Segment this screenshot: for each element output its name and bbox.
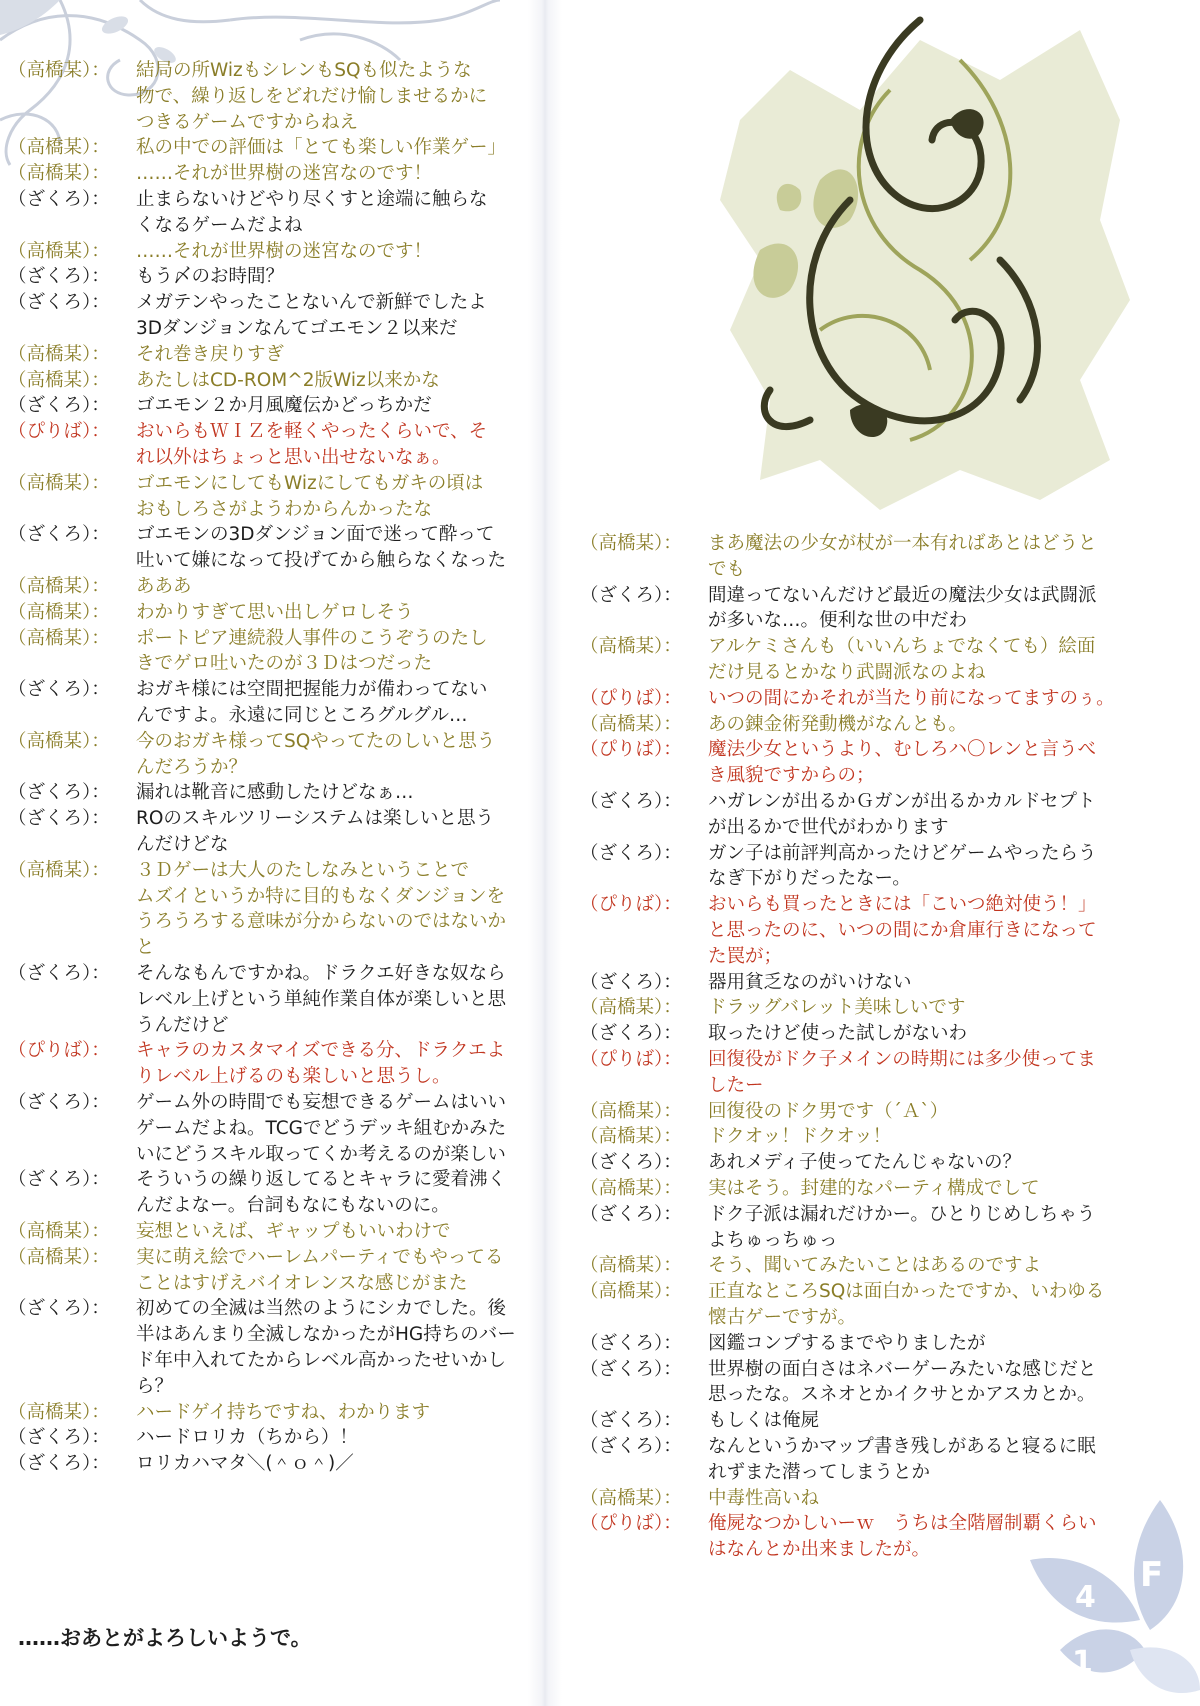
dialogue-text: 図鑑コンプするまでやりましたが: [708, 1332, 986, 1354]
dialogue-text: れ以外はちょっと思い出せないなぁ。: [136, 447, 451, 468]
dialogue-text: うんだけど: [136, 1014, 229, 1036]
dialogue-text: 中毒性高いね: [708, 1487, 820, 1509]
dialogue-text: よちゅっちゅっ: [708, 1229, 838, 1251]
speaker-label: （高橋某）：: [8, 730, 110, 752]
speaker-label: （ざくろ）：: [580, 1152, 682, 1174]
speaker-label: （ぴりば）：: [8, 421, 110, 443]
speaker-label: （高橋某）：: [580, 1100, 682, 1122]
dialogue-text: ハードゲイ持ちですね、わかります: [136, 1401, 431, 1423]
dialogue-line: [8, 1218, 528, 1246]
dialogue-line: [580, 711, 1120, 739]
dialogue-text: あああ: [136, 576, 192, 597]
speaker-label: （高橋某）：: [8, 859, 110, 881]
dialogue-line: [8, 392, 528, 420]
speaker-label: （高橋某）：: [8, 137, 110, 159]
dialogue-line: [580, 633, 1120, 661]
speaker-label: （高橋某）：: [580, 1126, 682, 1148]
page-number: 1: [1072, 1645, 1093, 1680]
dialogue-line: [8, 1399, 528, 1427]
dialogue-line: [580, 1149, 1120, 1177]
dialogue-text: もう〆のお時間？: [136, 266, 285, 288]
dialogue-text: でも: [708, 558, 746, 580]
dialogue-line: [580, 659, 1120, 687]
dialogue-text: 今のおガキ様ってSQやってたのしいと思う: [136, 730, 496, 752]
speaker-label: （ざくろ）：: [580, 971, 682, 993]
speaker-label: （ぴりば）：: [580, 894, 682, 916]
dialogue-text: 漏れは靴音に感動したけどなぁ…: [136, 782, 414, 804]
dialogue-line: [8, 1089, 528, 1117]
dialogue-text: いつの間にかそれが当たり前になってますのぅ。: [708, 687, 1115, 709]
dialogue-text: あれメディ子使ってたんじゃないの？: [708, 1152, 1022, 1174]
speaker-label: （高橋某）：: [8, 1401, 110, 1423]
dialogue-text: くなるゲームだよね: [136, 214, 303, 236]
dialogue-text: 思ったな。スネオとかイクサとかアスカとか。: [708, 1384, 1096, 1406]
dialogue-text: そう、聞いてみたいことはあるのですよ: [708, 1255, 1042, 1277]
dialogue-line: [580, 1407, 1120, 1435]
dialogue-text: おいらも買ったときには「こいつ絶対使う！」: [708, 894, 1097, 916]
page-mark-leaf-icon: [1030, 1500, 1200, 1706]
speaker-label: （高橋某）：: [8, 343, 110, 365]
dialogue-text: 妄想といえば、ギャップもいいわけで: [136, 1221, 451, 1242]
dialogue-line: [8, 1424, 528, 1452]
dialogue-line: [8, 986, 528, 1014]
speaker-label: （高橋某）：: [580, 636, 682, 658]
dialogue-text: なぎ下がりだったなー。: [708, 868, 911, 890]
dialogue-line: [580, 891, 1120, 919]
speaker-label: （高橋某）：: [580, 1487, 682, 1509]
dialogue-line: [8, 754, 528, 782]
dialogue-text: が出るかで世代がわかります: [708, 816, 949, 838]
dialogue-text: それ巻き戻りすぎ: [136, 343, 285, 365]
dialogue-line: [8, 599, 528, 627]
dialogue-text: ことはすげえバイオレンスな感じがまた: [136, 1272, 468, 1294]
dialogue-text: ゴエモン２か月風魔伝かどっちかだ: [136, 395, 432, 417]
dialogue-text: ドラッグバレット美味しいです: [708, 997, 966, 1019]
dialogue-text: ハガレンが出るかＧガンが出るかカルドセプト: [708, 791, 1096, 812]
speaker-label: （ぴりば）：: [580, 687, 682, 709]
dialogue-text: 魔法少女というより、むしろハ〇レンと言うべ: [708, 739, 1097, 761]
dialogue-text: そんなもんですかね。ドラクエ好きな奴なら: [136, 963, 506, 984]
speaker-label: （ぴりば）：: [580, 739, 682, 761]
dialogue-text: いにどうスキル取ってくか考えるのが楽しい: [136, 1143, 506, 1165]
dialogue-line: [580, 788, 1120, 816]
dialogue-text: 3Dダンジョンなんてゴエモン２以来だ: [136, 318, 458, 339]
speaker-label: （高橋某）：: [580, 1281, 682, 1303]
speaker-label: （ぴりば）：: [580, 1049, 682, 1070]
dialogue-text: 結局の所WizもシレンもSQも似たような: [136, 60, 472, 81]
dialogue-line: [580, 865, 1120, 893]
speaker-label: （ざくろ）：: [8, 395, 110, 417]
dialogue-line: [580, 943, 1120, 971]
dialogue-line: [8, 57, 528, 85]
floor-letter: F: [1140, 1555, 1164, 1595]
dialogue-line: [580, 530, 1120, 558]
speaker-label: （ざくろ）：: [8, 1453, 110, 1475]
speaker-label: （高橋某）：: [8, 472, 110, 494]
dialogue-line: [580, 1433, 1120, 1461]
speaker-label: （高橋某）：: [8, 601, 110, 623]
dialogue-line: [8, 547, 528, 575]
dialogue-line: [8, 779, 528, 807]
dialogue-line: [580, 1459, 1120, 1487]
dialogue-text: んだよなー。台詞もなにもないのに。: [136, 1195, 450, 1217]
dialogue-line: [8, 109, 528, 137]
speaker-label: （ざくろ）：: [8, 679, 110, 701]
speaker-label: （ざくろ）：: [580, 1410, 682, 1432]
speaker-label: （ざくろ）：: [8, 189, 110, 210]
speaker-label: （高橋某）：: [580, 713, 682, 735]
dialogue-line: [580, 1046, 1120, 1074]
speaker-label: （ざくろ）：: [580, 842, 682, 864]
dialogue-line: [580, 1304, 1120, 1332]
dialogue-text: おもしろさがようわからんかったな: [136, 498, 433, 520]
dialogue-text: ３Ｄゲーは大人のたしなみということで: [136, 859, 470, 881]
dialogue-line: [580, 1098, 1120, 1126]
dialogue-line: [8, 625, 528, 653]
floral-flourish-illustration: [700, 0, 1180, 530]
dialogue-line: [8, 496, 528, 524]
dialogue-line: [580, 1252, 1120, 1280]
dialogue-line: [8, 960, 528, 988]
dialogue-text: おガキ様には空間把握能力が備わってない: [136, 679, 488, 701]
speaker-label: （高橋某）：: [580, 1178, 682, 1199]
dialogue-line: [8, 728, 528, 756]
dialogue-line: [8, 857, 528, 885]
dialogue-line: [8, 702, 528, 730]
dialogue-line: [580, 1175, 1120, 1203]
dialogue-text: んだろうか？: [136, 756, 248, 778]
dialogue-line: [8, 1373, 528, 1401]
dialogue-text: んですよ。永遠に同じところグルグル…: [136, 705, 468, 726]
dialogue-text: ゴエモンにしてもWizにしてもガキの頃は: [136, 472, 484, 494]
dialogue-text: き風貌ですからの；: [708, 765, 875, 787]
dialogue-line: [580, 840, 1120, 868]
dialogue-line: [580, 814, 1120, 842]
dialogue-text: 懐古ゲーですが。: [708, 1307, 857, 1328]
dialogue-line: [8, 521, 528, 549]
dialogue-text: ……それが世界樹の迷宮なのです！: [136, 240, 433, 262]
dialogue-text: ドクオッ！ドクオッ！: [708, 1126, 892, 1148]
dialogue-line: [8, 212, 528, 240]
dialogue-text: ゲームだよね。TCGでどうデッキ組むかみた: [136, 1117, 507, 1139]
dialogue-line: [8, 1321, 528, 1349]
speaker-label: （ざくろ）：: [8, 1092, 110, 1113]
dialogue-text: 回復役のドク男です（´Ａ`）: [708, 1100, 949, 1122]
dialogue-text: んだけどな: [136, 834, 229, 855]
speaker-label: （ざくろ）：: [8, 1298, 110, 1320]
dialogue-line: [8, 1450, 528, 1478]
dialogue-text: レベル上げという単純作業自体が楽しいと思: [136, 988, 507, 1010]
speaker-label: （高橋某）：: [8, 627, 110, 649]
dialogue-line: [8, 1141, 528, 1169]
speaker-label: （高橋某）：: [580, 533, 682, 554]
dialogue-text: はなんとか出来ましたが。: [708, 1539, 931, 1561]
dialogue-text: なんというかマップ書き残しがあると寝るに眠: [708, 1436, 1096, 1457]
speaker-label: （高橋某）：: [8, 576, 110, 597]
dialogue-text: ……それが世界樹の迷宮なのです！: [136, 163, 433, 185]
dialogue-line: [8, 831, 528, 859]
dialogue-line: [8, 134, 528, 162]
dialogue-text: 回復役がドク子メインの時期には多少使ってま: [708, 1049, 1096, 1070]
dialogue-line: [8, 1270, 528, 1298]
dialogue-line: [8, 289, 528, 317]
speaker-label: （ぴりば）：: [580, 1513, 682, 1535]
speaker-label: （ぴりば）：: [8, 1040, 110, 1062]
dialogue-line: [8, 1192, 528, 1220]
dialogue-text: 物で、繰り返しをどれだけ愉しませるかに: [136, 85, 488, 107]
speaker-label: （高橋某）：: [8, 60, 110, 81]
dialogue-line: [580, 762, 1120, 790]
dialogue-text: と: [136, 937, 155, 959]
dialogue-line: [8, 805, 528, 833]
dialogue-text: ド年中入れてたからレベル高かったせいかし: [136, 1350, 507, 1371]
dialogue-text: 吐いて嫌になって投げてから触らなくなった: [136, 550, 507, 572]
dialogue-text: あの錬金術発動機がなんとも。: [708, 713, 968, 735]
dialogue-line: [8, 1012, 528, 1040]
dialogue-line: [8, 650, 528, 678]
dialogue-line: [8, 1244, 528, 1272]
speaker-label: （高橋某）：: [8, 163, 110, 185]
dialogue-line: [8, 1115, 528, 1143]
dialogue-text: もしくは俺屍: [708, 1410, 820, 1432]
dialogue-text: メガテンやったことないんで新鮮でしたよ: [136, 292, 487, 314]
dialogue-line: [8, 263, 528, 291]
speaker-label: （ざくろ）：: [8, 808, 110, 830]
dialogue-line: [8, 883, 528, 911]
dialogue-text: ドク子派は漏れだけかー。ひとりじめしちゃう: [708, 1203, 1096, 1225]
dialogue-text: ら？: [136, 1375, 174, 1397]
dialogue-text: 取ったけど使った試しがないわ: [708, 1023, 968, 1045]
dialogue-line: [580, 1356, 1120, 1384]
dialogue-line: [580, 994, 1120, 1022]
speaker-label: （ざくろ）：: [8, 524, 110, 546]
dialogue-text: 俺屍なつかしいーｗ うちは全階層制覇くらい: [708, 1513, 1097, 1535]
dialogue-line: [580, 1072, 1120, 1100]
dialogue-line: [8, 367, 528, 395]
dialogue-line: [8, 1063, 528, 1091]
dialogue-text: ガン子は前評判高かったけどゲームやったらう: [708, 842, 1097, 864]
dialogue-line: [8, 470, 528, 498]
dialogue-line: [580, 969, 1120, 997]
dialogue-line: [8, 1295, 528, 1323]
dialogue-text: 実はそう。封建的なパーティ構成でして: [708, 1178, 1040, 1199]
dialogue-line: [580, 582, 1120, 610]
dialogue-text: ポートピア連続殺人事件のこうぞうのたし: [136, 627, 488, 649]
page-gutter: [528, 0, 562, 1706]
dialogue-line: [580, 1123, 1120, 1151]
dialogue-line: [8, 934, 528, 962]
speaker-label: （ざくろ）：: [8, 1169, 110, 1191]
dialogue-line: [580, 1330, 1120, 1358]
speaker-label: （ざくろ）：: [8, 1427, 110, 1449]
dialogue-text: 止まらないけどやり尽くすと途端に触らな: [136, 189, 488, 210]
dialogue-text: ゲーム外の時間でも妄想できるゲームはいい: [136, 1092, 507, 1113]
dialogue-text: ROのスキルツリーシステムは楽しいと思う: [136, 808, 495, 830]
dialogue-text: 私の中での評価は「とても楽しい作業ゲー」: [136, 137, 507, 159]
dialogue-text: が多いな…。便利な世の中だわ: [708, 610, 968, 632]
dialogue-text: 器用貧乏なのがいけない: [708, 971, 912, 993]
dialogue-line: [8, 186, 528, 214]
dialogue-text: 半はあんまり全滅しなかったがHG持ちのバー: [136, 1324, 516, 1346]
dialogue-line: [580, 685, 1120, 713]
speaker-label: （高橋某）：: [580, 1255, 682, 1277]
dialogue-text: ムズイというか特に目的もなくダンジョンを: [136, 885, 505, 907]
floor-digit: 4: [1075, 1580, 1096, 1615]
dialogue-text: きでゲロ吐いたのが３Ｄはつだった: [136, 653, 433, 675]
dialogue-line: [580, 1020, 1120, 1048]
dialogue-text: れずまた潜ってしまうとか: [708, 1461, 931, 1483]
dialogue-line: [580, 1278, 1120, 1306]
dialogue-text: まあ魔法の少女が杖が一本有ればあとはどうと: [708, 533, 1097, 554]
speaker-label: （ざくろ）：: [580, 791, 682, 812]
speaker-label: （高橋某）：: [8, 1221, 110, 1242]
dialogue-text: ゴエモンの3Dダンジョン面で迷って酔って: [136, 524, 495, 546]
dialogue-text: 正直なところSQは面白かったですか、いわゆる: [708, 1281, 1105, 1303]
speaker-label: （ざくろ）：: [580, 1203, 682, 1225]
dialogue-text: だけ見るとかなり武闘派なのよね: [708, 662, 986, 683]
dialogue-text: わかりすぎて思い出しゲロしそう: [136, 601, 414, 623]
dialogue-text: ハードロリカ（ちから）！: [136, 1427, 358, 1449]
dialogue-text: したー: [708, 1074, 764, 1096]
speaker-label: （高橋某）：: [8, 240, 110, 262]
dialogue-line: [8, 676, 528, 704]
dialogue-text: アルケミさんも（いいんちょでなくても）絵面: [708, 636, 1096, 658]
speaker-label: （ざくろ）：: [8, 266, 110, 288]
speaker-label: （ざくろ）：: [8, 963, 110, 984]
dialogue-text: そういうの繰り返してるとキャラに愛着沸く: [136, 1169, 507, 1191]
dialogue-line: [580, 736, 1120, 764]
dialogue-line: [580, 1381, 1120, 1409]
dialogue-line: [580, 1201, 1120, 1229]
dialogue-text: 間違ってないんだけど最近の魔法少女は武闘派: [708, 584, 1097, 606]
dialogue-line: [8, 1166, 528, 1194]
speaker-label: （高橋某）：: [8, 1246, 110, 1268]
dialogue-text: うろうろする意味が分からないのではないか: [136, 911, 507, 933]
dialogue-text: ロリカハマタ＼(＾ｏ＾)／: [136, 1453, 354, 1475]
dialogue-line: [8, 1347, 528, 1375]
dialogue-line: [8, 341, 528, 369]
dialogue-text: と思ったのに、いつの間にか倉庫行きになって: [708, 920, 1097, 941]
dialogue-text: キャラのカスタマイズできる分、ドラクエよ: [136, 1040, 506, 1062]
dialogue-line: [8, 238, 528, 266]
speaker-label: （ざくろ）：: [580, 1023, 682, 1045]
speaker-label: （ざくろ）：: [8, 292, 110, 314]
dialogue-line: [8, 444, 528, 472]
dialogue-line: [8, 573, 528, 601]
dialogue-text: 実に萌え絵でハーレムパーティでもやってる: [136, 1246, 504, 1268]
dialogue-text: た罠が；: [708, 945, 783, 967]
dialogue-line: [8, 315, 528, 343]
dialogue-line: [8, 908, 528, 936]
speaker-label: （ざくろ）：: [8, 782, 110, 804]
dialogue-text: おいらもＷＩＺを軽くやったくらいで、そ: [136, 421, 488, 443]
dialogue-text: つきるゲームですからねえ: [136, 111, 359, 133]
dialogue-line: [580, 917, 1120, 945]
dialogue-text: あたしはCD-ROM^2版Wiz以来かな: [136, 369, 440, 391]
dialogue-line: [8, 418, 528, 446]
closing-remark: ……おあとがよろしいようで。: [18, 1626, 312, 1650]
speaker-label: （高橋某）：: [8, 369, 110, 391]
dialogue-line: [8, 1037, 528, 1065]
dialogue-text: りレベル上げるのも楽しいと思うし。: [136, 1066, 451, 1088]
speaker-label: （高橋某）：: [580, 997, 682, 1019]
speaker-label: （ざくろ）：: [580, 584, 682, 606]
speaker-label: （ざくろ）：: [580, 1332, 682, 1354]
dialogue-line: [580, 607, 1120, 635]
dialogue-line: [580, 1227, 1120, 1255]
dialogue-text: 世界樹の面白さはネバーゲーみたいな感じだと: [708, 1358, 1097, 1380]
dialogue-line: [8, 83, 528, 111]
dialogue-line: [8, 160, 528, 188]
dialogue-text: 初めての全滅は当然のようにシカでした。後: [136, 1298, 507, 1320]
speaker-label: （ざくろ）：: [580, 1436, 682, 1457]
dialogue-line: [580, 556, 1120, 584]
speaker-label: （ざくろ）：: [580, 1358, 682, 1380]
